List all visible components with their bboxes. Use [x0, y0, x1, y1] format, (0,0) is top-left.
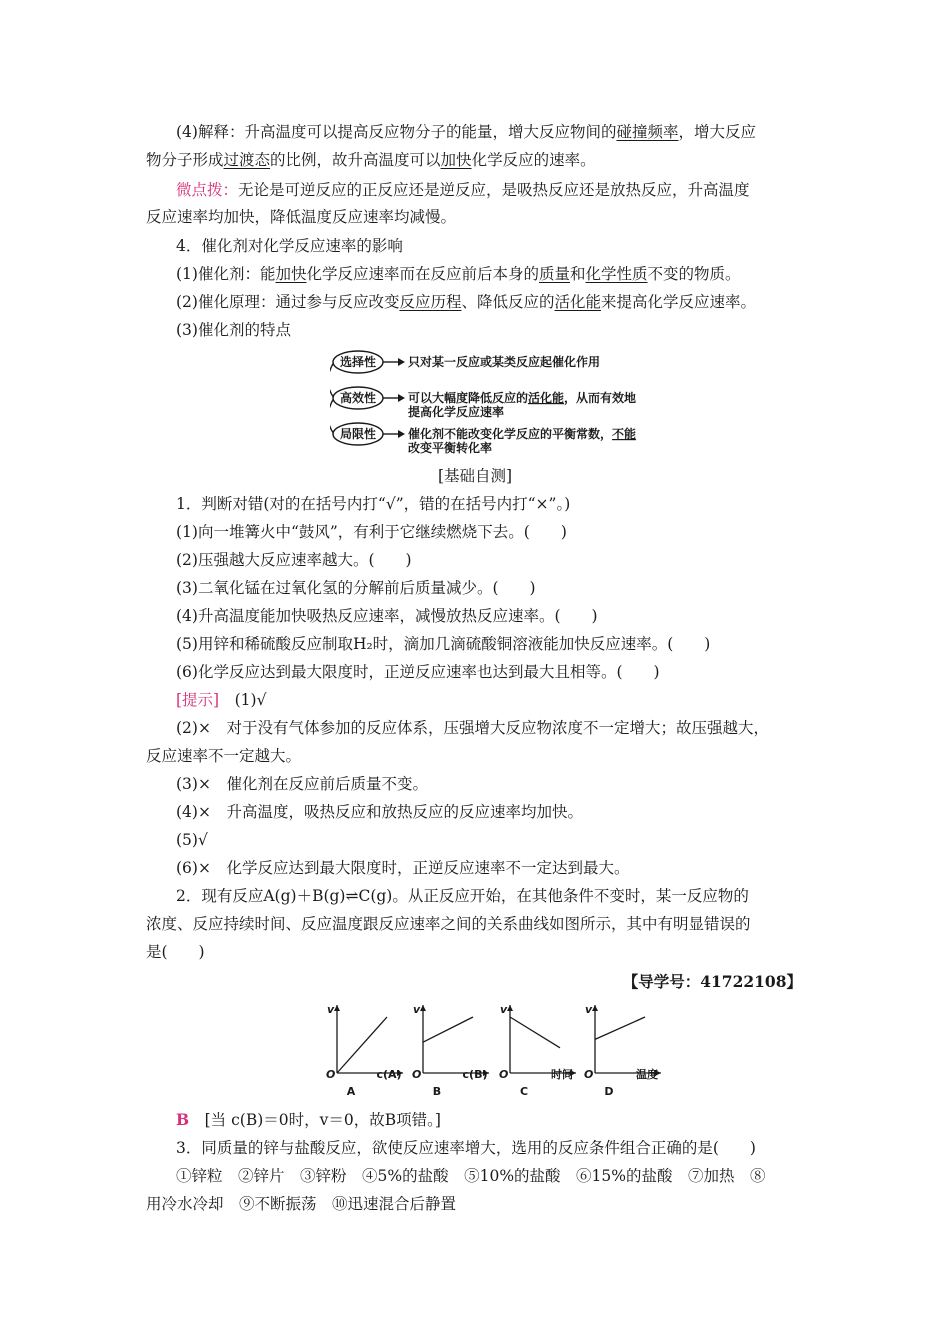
origin-label: O	[326, 1068, 336, 1081]
guide-number: 【导学号：41722108】	[622, 972, 802, 991]
limitation-desc: 催化剂不能改变化学反应的平衡常数，不能	[408, 427, 637, 441]
node-selectivity-label: 选择性	[339, 355, 377, 369]
x-axis-label: 温度	[636, 1068, 658, 1081]
catalyst-principle: (2)催化原理：通过参与反应改变反应历程、降低反应的活化能来提高化学反应速率。	[176, 293, 757, 311]
explanation-line-2: 物分子形成过渡态的比例，故升高温度可以加快化学反应的速率。	[146, 151, 596, 169]
limitation-desc-2: 改变平衡转化率	[408, 441, 493, 455]
hint-line-6: (6)× 化学反应达到最大限度时，正逆反应速率不一定达到最大。	[176, 859, 630, 877]
hint-line-5: (5)√	[176, 831, 208, 849]
origin-label: O	[499, 1068, 509, 1081]
efficiency-desc: 可以大幅度降低反应的活化能，从而有效地	[408, 391, 637, 405]
judgement-item: (4)升高温度能加快吸热反应速率，减慢放热反应速率。( )	[176, 607, 598, 625]
answer-letter: B	[176, 1110, 190, 1129]
judgement-item: (6)化学反应达到最大限度时，正逆反应速率也达到最大且相等。( )	[176, 663, 660, 681]
transition-state-term: 过渡态	[223, 151, 271, 169]
catalyst-definition: (1)催化剂：能加快化学反应速率而在反应前后本身的质量和化学性质不变的物质。	[176, 265, 741, 283]
self-test-heading: [基础自测]	[437, 467, 513, 485]
y-axis-label: v	[585, 1003, 593, 1016]
rate-curves-figure	[315, 995, 665, 1100]
tip-label: 微点拨：	[176, 181, 239, 199]
y-axis-arrow	[420, 1005, 426, 1011]
speed-up-term: 加快	[440, 151, 472, 169]
y-axis-label: v	[500, 1003, 508, 1016]
rate-curve	[337, 1017, 387, 1073]
chart-panel-label: D	[604, 1085, 614, 1098]
rate-curve	[510, 1017, 560, 1048]
collision-frequency-term: 碰撞频率	[616, 123, 679, 141]
node-limitation-label: 局限性	[339, 427, 377, 441]
y-axis-arrow	[334, 1005, 340, 1011]
catalyst-features-diagram	[330, 345, 660, 457]
rate-curve	[423, 1017, 473, 1042]
catalyst-features-heading: (3)催化剂的特点	[176, 321, 291, 339]
judgement-item: (3)二氧化锰在过氧化氢的分解前后质量减少。( )	[176, 579, 536, 597]
hint-line-1: [提示] (1)√	[176, 691, 267, 709]
hint-line-3: (3)× 催化剂在反应前后质量不变。	[176, 775, 428, 793]
judgement-item: (2)压强越大反应速率越大。( )	[176, 551, 412, 569]
hint-label: [提示]	[176, 691, 220, 709]
question-2-answer: B [当 c(B)＝0时，v＝0，故B项错。]	[176, 1110, 441, 1129]
question-2-line-2: 浓度、反应持续时间、反应温度跟反应速率之间的关系曲线如图所示，其中有明显错误的	[146, 915, 751, 933]
chart-panel-label: C	[519, 1085, 529, 1098]
x-axis-label: c(B)	[462, 1068, 488, 1081]
question-2-line-3: 是( )	[146, 943, 205, 961]
chart-panel-label: B	[432, 1085, 442, 1098]
section-4-title: 4．催化剂对化学反应速率的影响	[176, 237, 403, 255]
x-axis-label: 时间	[551, 1068, 573, 1081]
hint-line-2b: 反应速率不一定越大。	[146, 747, 302, 765]
node-efficiency-label: 高效性	[339, 391, 377, 405]
y-axis-arrow	[507, 1005, 513, 1011]
hint-line-4: (4)× 升高温度，吸热反应和放热反应的反应速率均加快。	[176, 803, 583, 821]
tip-line-1: 微点拨：无论是可逆反应的正反应还是逆反应，是吸热反应还是放热反应，升高温度	[176, 181, 750, 199]
efficiency-desc-2: 提高化学反应速率	[408, 405, 505, 419]
hint-line-2: (2)× 对于没有气体参加的反应体系，压强增大反应物浓度不一定增大；故压强越大，	[176, 719, 769, 737]
explanation-line-1: (4)解释：升高温度可以提高反应物分子的能量，增大反应物间的碰撞频率，增大反应	[176, 123, 756, 141]
x-axis-label: c(A)	[376, 1068, 402, 1081]
y-axis-arrow	[592, 1005, 598, 1011]
question-3-options: ①锌粒 ②锌片 ③锌粉 ④5%的盐酸 ⑤10%的盐酸 ⑥15%的盐酸 ⑦加热 ⑧	[176, 1167, 766, 1185]
judgement-item: (1)向一堆篝火中“鼓风”，有利于它继续燃烧下去。( )	[176, 523, 567, 541]
question-3-options-2: 用冷水冷却 ⑨不断振荡 ⑩迅速混合后静置	[146, 1195, 457, 1213]
y-axis-label: v	[413, 1003, 421, 1016]
chart-panel-label: A	[346, 1085, 356, 1098]
judgement-item: (5)用锌和稀硫酸反应制取H₂时，滴加几滴硫酸铜溶液能加快反应速率。( )	[176, 635, 711, 653]
origin-label: O	[584, 1068, 594, 1081]
origin-label: O	[412, 1068, 422, 1081]
tip-line-2: 反应速率均加快，降低温度反应速率均减慢。	[146, 208, 457, 226]
question-2-line-1: 2．现有反应A(g)＋B(g)⇌C(g)。从正反应开始，在其他条件不变时，某一反应物的	[176, 887, 749, 905]
selectivity-desc: 只对某一反应或某类反应起催化作用	[408, 355, 601, 369]
y-axis-label: v	[327, 1003, 335, 1016]
question-3-line-1: 3．同质量的锌与盐酸反应，欲使反应速率增大，选用的反应条件组合正确的是( )	[176, 1139, 756, 1157]
question-1: 1．判断对错(对的在括号内打“√”，错的在括号内打“×”。)	[176, 495, 571, 513]
rate-curve	[595, 1017, 645, 1039]
